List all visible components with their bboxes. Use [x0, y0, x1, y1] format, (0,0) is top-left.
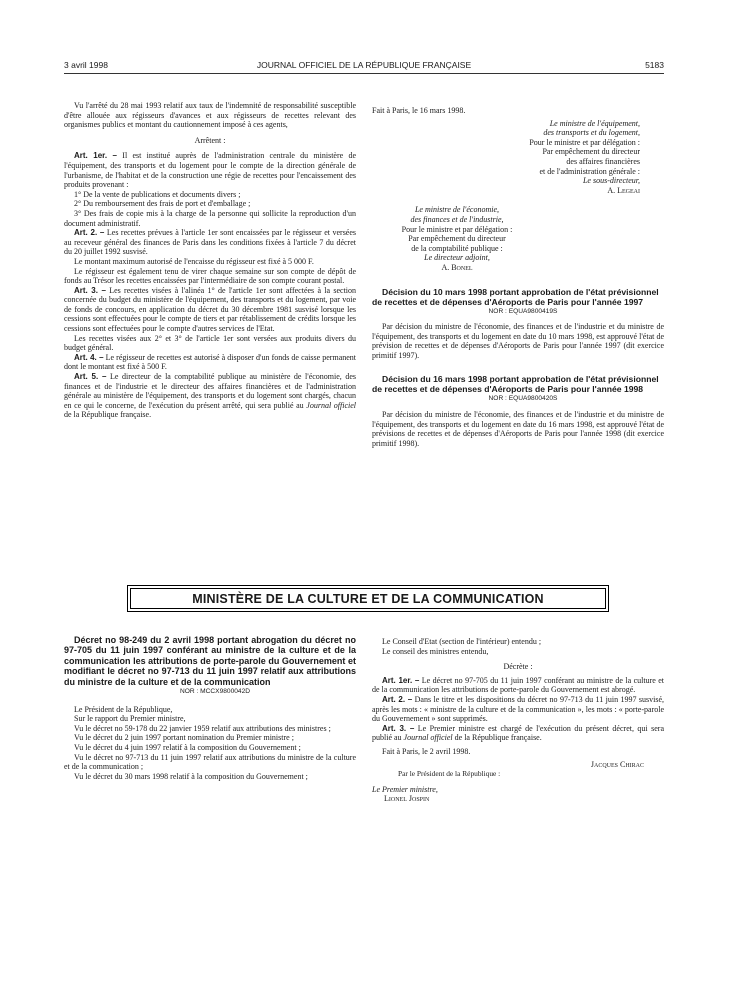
decree-article-2-text: Dans le titre et les dispositions du décret no 97-713 du 11 juin 1997 susvisé, après les mots : « ministre de la culture et de la communication », les mots : « porte-parole du Gouvernement » sont supprimés.: [372, 694, 665, 724]
decree-nor: NOR : MCCX9800042D: [180, 688, 250, 696]
sig1-line-7: Le sous-directeur,: [582, 176, 640, 186]
conseil-etat: Le Conseil d'Etat (section de l'intérieur) entendu ;: [382, 637, 542, 646]
item-3: 3° Des frais de copie mis à la charge de la personne qui sollicite la reproduction d'un document administratif.: [64, 208, 356, 228]
article-2-paragraph-2: Le montant maximum autorisé de l'encaisse du régisseur est fixé à 5 000 F.: [74, 256, 314, 266]
decree-fait: Fait à Paris, le 2 avril 1998.: [382, 746, 471, 756]
decree-article-2-label: Art. 2. –: [382, 694, 413, 704]
decision-2-text: Par décision du ministre de l'économie, des finances et de l'industrie et du ministre de l'équipement, des transports et du logement en date du 16 mars 1998, est approuvé l'état de prévisions de recettes et de dépenses d'Aéroports de Paris pour l'année 1998 (dit exercice primitif 1998).: [372, 410, 664, 448]
decree-article-3-label: Art. 3. –: [382, 723, 415, 733]
sig2-line-6: Le directeur adjoint,: [424, 253, 490, 263]
decree-article-3-end: de la République française.: [454, 733, 542, 743]
signer-name: Jacques Chirac: [590, 759, 644, 769]
vu-paragraph: Vu l'arrêté du 28 mai 1993 relatif aux taux de l'indemnité de responsabilité susceptible d'être allouée aux régisseurs d'avances et aux régisseurs de recettes relevant des organismes publics et montant du cautionnement imposé à ces agents,: [64, 101, 356, 130]
decree-article-1: [372, 676, 664, 695]
decree-article-1-label: Art. 1er. –: [382, 675, 420, 685]
decree-article-3-text: Le Premier ministre est chargé de l'exécution du présent décret, qui sera publié au: [372, 723, 664, 743]
item-1: 1° De la vente de publications et documents divers ;: [74, 189, 241, 199]
decree-visa-6: Vu le décret no 97-713 du 11 juin 1997 relatif aux attributions du ministre de la culture et de la communication ;: [64, 752, 356, 772]
item-2: 2° Du remboursement des frais de port et d'emballage ;: [74, 199, 251, 209]
decision-1-title: Décision du 10 mars 1998 portant approbation de l'état prévisionnel de recettes et de dépenses d'Aéroports de Paris pour l'année 1997: [372, 286, 659, 307]
article-4-label: Art. 4. –: [74, 352, 104, 362]
decision-2-title: Décision du 16 mars 1998 portant approbation de l'état prévisionnel de recettes et de dépenses d'Aéroports de Paris pour l'année 1998: [372, 374, 659, 395]
sig1-line-3: Pour le ministre et par délégation :: [529, 137, 640, 147]
article-3: [64, 286, 356, 334]
article-4: [64, 353, 356, 372]
decree-visa-5: Vu le décret du 4 juin 1997 relatif à la composition du Gouvernement ;: [74, 743, 301, 752]
article-5-journal-officiel: Journal officiel: [306, 400, 357, 410]
sig2-name: A. Bonel: [441, 262, 473, 272]
article-1: [64, 151, 356, 189]
header-journal-title: JOURNAL OFFICIEL DE LA RÉPUBLIQUE FRANÇAISE: [256, 60, 472, 70]
arretent: Arrêtent :: [194, 135, 226, 145]
header-date: 3 avril 1998: [64, 60, 108, 70]
header-rule: [64, 73, 664, 74]
premier-ministre: Le Premier ministre,: [372, 784, 438, 794]
article-1-label: Art. 1er. –: [74, 151, 118, 161]
decree-visa-2: Sur le rapport du Premier ministre,: [74, 714, 186, 724]
sig1-line-6: et de l'administration générale :: [539, 166, 640, 176]
signature-block-1: [372, 119, 664, 196]
article-5-end: de la République française.: [64, 410, 152, 420]
article-5: [64, 372, 356, 420]
par-le-president: Par le Président de la République :: [398, 769, 501, 779]
sig2-line-4: Par empêchement du directeur: [408, 234, 506, 244]
decision-1-nor: NOR : EQUA9800419S: [488, 307, 558, 315]
decrete: Décrète :: [503, 662, 533, 672]
sig2-line-1: Le ministre de l'économie,: [414, 205, 500, 215]
decision-2-nor: NOR : EQUA9800420S: [488, 395, 558, 403]
premier-ministre-name: Lionel Jospin: [384, 794, 430, 804]
right-bottom-column: [372, 637, 664, 804]
decree-visa-4: Vu le décret du 2 juin 1997 portant nomination du Premier ministre ;: [74, 733, 294, 743]
header-page-number: 5183: [645, 60, 664, 70]
sig1-name: A. Legeai: [607, 185, 640, 195]
article-2-paragraph-3: Le régisseur est également tenu de virer chaque semaine sur son compte de dépôt de fonds au Trésor les recettes encaissées par l'intermédiaire de son compte courant postal.: [64, 266, 356, 286]
left-top-column: [64, 101, 356, 420]
article-2-label: Art. 2. –: [74, 228, 105, 238]
decree-article-1-text: Le décret no 97-705 du 11 juin 1997 conférant au ministre de la culture et de la communication les attributions de porte-parole du Gouvernement est abrogé.: [372, 675, 665, 695]
article-1-text: Il est institué auprès de l'administration centrale du ministère de l'équipement, des transports et du logement pour le compte de la direction générale de l'urbanisme, de l'habitat et de la construction une régie de recettes pour l'encaissement des produits provenant :: [64, 151, 357, 190]
signature-block-2: [372, 205, 542, 272]
sig1-line-4: Par empêchement du directeur: [542, 147, 640, 157]
left-bottom-column: [64, 635, 356, 781]
ministry-heading-box: [127, 585, 609, 612]
sig1-line-2: des transports et du logement,: [543, 128, 640, 138]
decree-title: Décret no 98-249 du 2 avril 1998 portant abrogation du décret no 97-705 du 11 juin 1997 conférant au ministre de la culture et de la communication les attributions de porte-parole du Gouvernement et modifiant le décret no 97-713 du 11 juin 1997 relatif aux attributions du ministre de la culture et de la communication: [64, 635, 356, 687]
article-3-text: Les recettes visées à l'alinéa 1° de l'article 1er sont affectées à la section concernée du budget du ministère de l'équipement, des transports et du logement, par voie de fonds de concours, en application du décret du 30 décembre 1981 susvisé lorsque les cessions sont effectuées pour le compte de tiers et par rétablissement de crédits lorsque les cessions sont effectuées pour le compte d'autres services de l'Etat.: [64, 285, 357, 334]
article-2-text: Les recettes prévues à l'article 1er sont encaissées par le régisseur et versées au receveur général des finances de Paris dans les conditions fixées à l'article 7 du décret du 20 juillet 1992 susvisé.: [64, 228, 357, 257]
running-header: [64, 60, 664, 72]
sig2-line-2: des finances et de l'industrie,: [410, 214, 504, 224]
decision-1-text: Par décision du ministre de l'économie, des finances et de l'industrie et du ministre de l'équipement, des transports et du logement en date du 10 mars 1998, est approuvé l'état de prévision de recettes et de dépenses d'Aéroports de Paris pour l'année 1997 (dit exercice primitif 1997).: [372, 322, 664, 360]
sig2-line-3: Pour le ministre et par délégation :: [401, 224, 513, 234]
decree-visa-7: Vu le décret du 30 mars 1998 relatif à la composition du Gouvernement ;: [74, 771, 308, 781]
article-2: [64, 228, 356, 257]
sig1-line-5: des affaires financières: [566, 156, 640, 166]
article-3-paragraph-2: Les recettes visées aux 2° et 3° de l'article 1er sont versées aux produits divers du budget général.: [64, 333, 356, 353]
article-5-text: Le directeur de la comptabilité publique au ministère de l'économie, des finances et de l'industrie et le directeur des affaires financières et de l'administration générale au ministère de l'équipement, des transports et du logement sont chargés, chacun en ce qui le concerne, de l'exécution du présent arrêté, qui sera publié au: [64, 372, 357, 410]
article-5-label: Art. 5. –: [74, 372, 107, 382]
decree-visa-1: Le Président de la République,: [74, 704, 173, 714]
article-4-text: Le régisseur de recettes est autorisé à disposer d'un fonds de caisse permanent dont le montant est fixé à 500 F.: [64, 352, 357, 372]
decree-article-3-journal-officiel: Journal officiel: [403, 733, 453, 743]
right-top-column: [372, 106, 664, 448]
decree-article-3: [372, 724, 664, 743]
sig2-line-5: de la comptabilité publique :: [411, 243, 503, 253]
fait-a-paris-16-mars: Fait à Paris, le 16 mars 1998.: [372, 106, 466, 115]
sig1-line-1: Le ministre de l'équipement,: [549, 118, 640, 128]
decree-visa-3: Vu le décret no 59-178 du 22 janvier 1959 relatif aux attributions des ministres ;: [74, 723, 331, 733]
decree-article-2: [372, 695, 664, 724]
ministry-heading: MINISTÈRE DE LA CULTURE ET DE LA COMMUNICATION: [192, 592, 544, 606]
article-3-label: Art. 3. –: [74, 285, 106, 295]
conseil-ministres: Le conseil des ministres entendu,: [382, 646, 489, 656]
